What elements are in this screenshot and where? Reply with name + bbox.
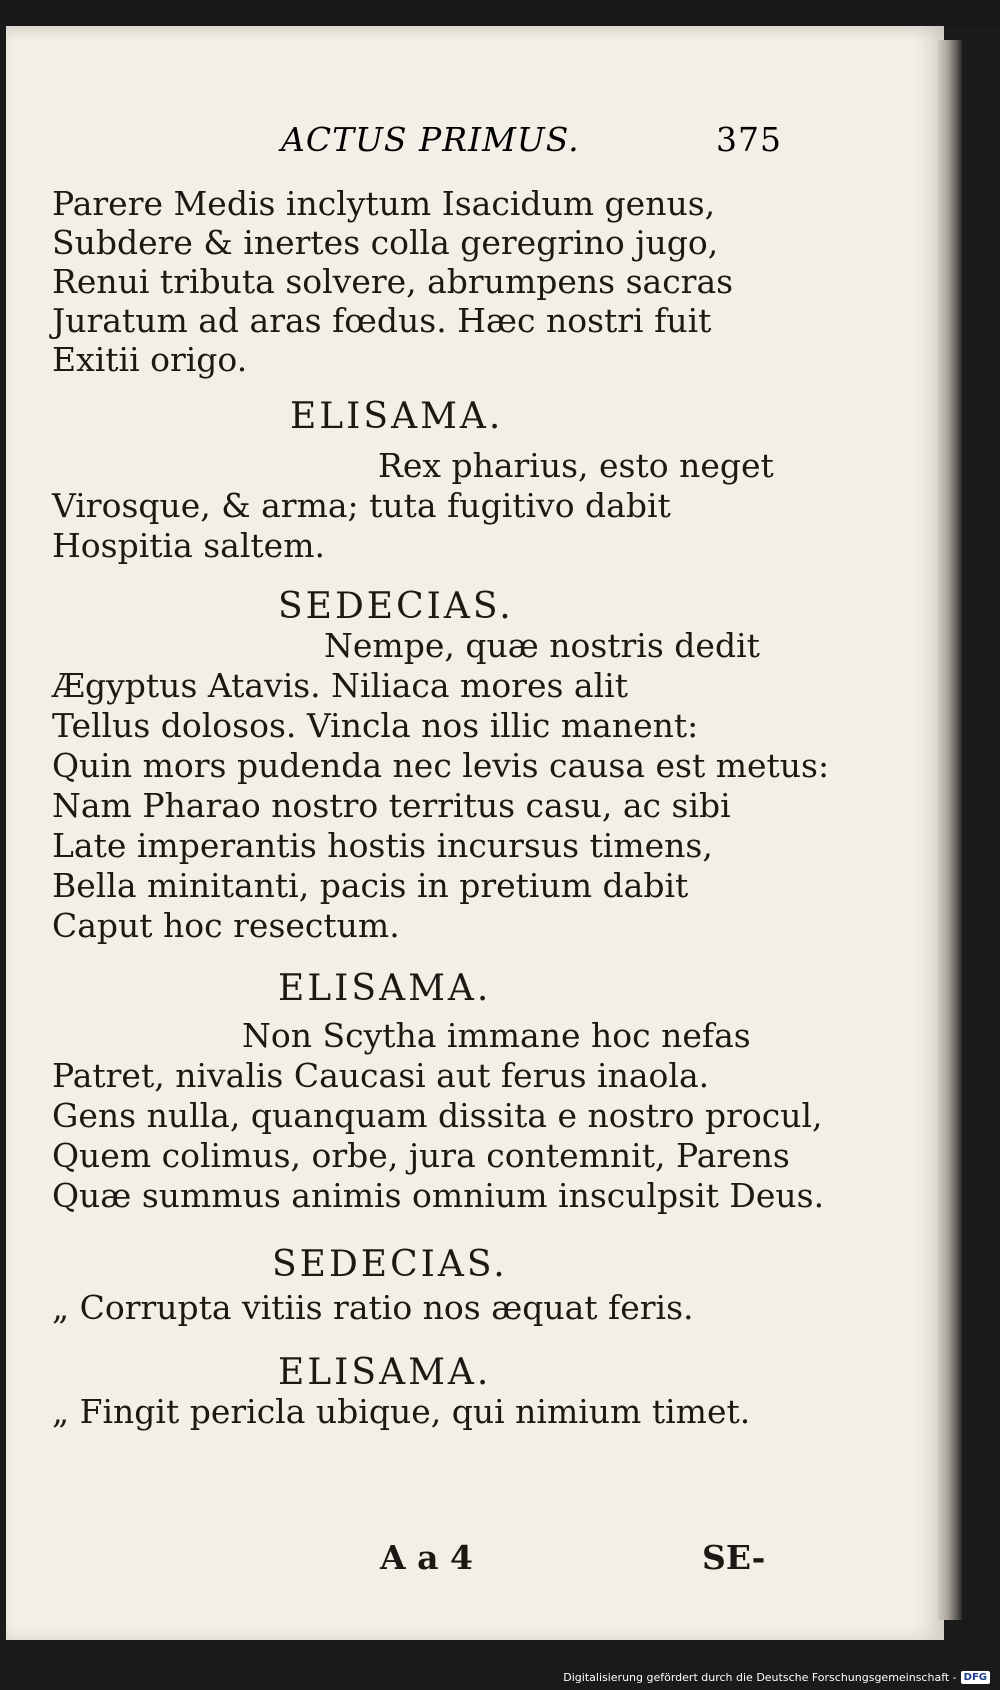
verse-line: Gens nulla, quanquam dissita e nostro procul,	[52, 1096, 823, 1135]
verse-line: Caput hoc resectum.	[52, 906, 400, 945]
speaker-name: SEDECIAS.	[278, 586, 514, 627]
verse-line: „ Corrupta vitiis ratio nos æquat feris.	[52, 1288, 694, 1327]
credit-text: Digitalisierung gefördert durch die Deutsche Forschungsgemeinschaft -	[563, 1671, 957, 1684]
verse-line: Virosque, & arma; tuta fugitivo dabit	[52, 486, 671, 525]
verse-line: Quin mors pudenda nec levis causa est metus:	[52, 746, 830, 785]
catchword: SE-	[702, 1538, 766, 1577]
verse-line: Exitii origo.	[52, 340, 248, 379]
speaker-name: SEDECIAS.	[272, 1244, 508, 1285]
speaker-name: ELISAMA.	[278, 1352, 492, 1393]
speaker-name: ELISAMA.	[278, 968, 492, 1009]
verse-line: Ægyptus Atavis. Niliaca mores alit	[52, 666, 628, 705]
verse-line: Patret, nivalis Caucasi aut ferus inaola.	[52, 1056, 710, 1095]
verse-line: Nam Pharao nostro territus casu, ac sibi	[52, 786, 731, 825]
page-footer	[52, 1538, 832, 1578]
verse-line: Renui tributa solvere, abrumpens sacras	[52, 262, 734, 301]
verse-line: Hospitia saltem.	[52, 526, 325, 565]
page-edge-shadow	[938, 40, 962, 1620]
verse-line: Juratum ad aras fœdus. Hæc nostri fuit	[52, 301, 712, 340]
verse-line: Tellus dolosos. Vincla nos illic manent:	[52, 706, 699, 745]
page-number: 375	[716, 120, 782, 159]
verse-line: Quæ summus animis omnium insculpsit Deus.	[52, 1176, 825, 1215]
verse-line: Subdere & inertes colla geregrino jugo,	[52, 223, 719, 262]
scan-background	[0, 0, 1000, 28]
speaker-name: ELISAMA.	[290, 396, 504, 437]
digitization-credit	[563, 1671, 990, 1684]
verse-line: Bella minitanti, pacis in pretium dabit	[52, 866, 689, 905]
verse-line: Quem colimus, orbe, jura contemnit, Parens	[52, 1136, 790, 1175]
dfg-logo: DFG	[961, 1671, 990, 1684]
verse-line: Late imperantis hostis incursus timens,	[52, 826, 713, 865]
running-title: ACTUS PRIMUS.	[281, 120, 580, 159]
verse-line: Parere Medis inclytum Isacidum genus,	[52, 184, 716, 223]
book-page	[6, 26, 944, 1640]
signature-mark: A a 4	[380, 1538, 473, 1577]
verse-line: „ Fingit pericla ubique, qui nimium timet.	[52, 1392, 751, 1431]
verse-line: Rex pharius, esto neget	[378, 446, 774, 485]
verse-line: Non Scytha immane hoc nefas	[242, 1016, 751, 1055]
verse-line: Nempe, quæ nostris dedit	[324, 626, 760, 665]
